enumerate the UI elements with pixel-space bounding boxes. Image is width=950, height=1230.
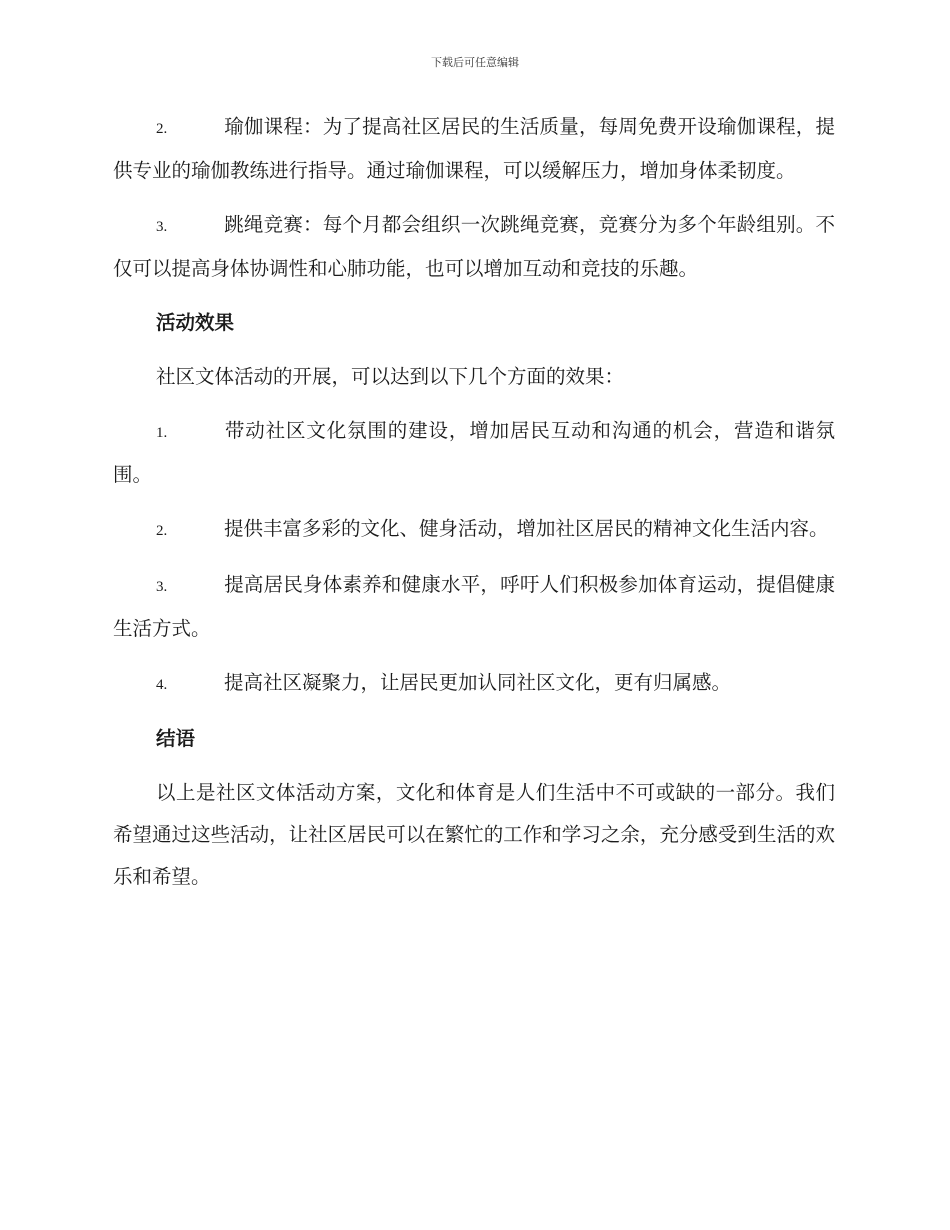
- list-text: 带动社区文化氛围的建设，增加居民互动和沟通的机会，营造和谐氛围。: [113, 419, 835, 486]
- list-number: 3.: [156, 579, 168, 595]
- list-item: [113, 204, 835, 290]
- page-header: 下载后可任意编辑: [431, 56, 519, 69]
- list-text: 跳绳竞赛：每个月都会组织一次跳绳竞赛，竞赛分为多个年龄组别。不仅可以提高身体协调性和心肺功能，也可以增加互动和竞技的乐趣。: [113, 213, 835, 280]
- list-item: [113, 508, 835, 552]
- paragraph: 以上是社区文体活动方案，文化和体育是人们生活中不可或缺的一部分。我们希望通过这些活动，让社区居民可以在繁忙的工作和学习之余，充分感受到生活的欢乐和希望。: [113, 781, 835, 888]
- list-number: 4.: [156, 677, 168, 693]
- list-text: 提高社区凝聚力，让居民更加认同社区文化，更有归属感。: [224, 671, 732, 694]
- section-heading-conclusion: 结语: [156, 727, 196, 750]
- list-item: [113, 410, 835, 496]
- section-heading-effects: 活动效果: [156, 311, 235, 334]
- list-item: [113, 662, 835, 706]
- list-number: 2.: [156, 121, 168, 137]
- document-body: [113, 106, 835, 910]
- list-text: 提高居民身体素养和健康水平，呼吁人们积极参加体育运动，提倡健康生活方式。: [113, 573, 835, 640]
- list-number: 3.: [156, 219, 168, 235]
- list-text: 提供丰富多彩的文化、健身活动，增加社区居民的精神文化生活内容。: [224, 517, 829, 540]
- list-text: 瑜伽课程：为了提高社区居民的生活质量，每周免费开设瑜伽课程，提供专业的瑜伽教练进行指导。通过瑜伽课程，可以缓解压力，增加身体柔韧度。: [113, 115, 835, 182]
- paragraph: 社区文体活动的开展，可以达到以下几个方面的效果：: [156, 365, 625, 388]
- list-item: [113, 106, 835, 192]
- list-number: 1.: [156, 425, 168, 441]
- list-item: [113, 564, 835, 650]
- list-number: 2.: [156, 523, 168, 539]
